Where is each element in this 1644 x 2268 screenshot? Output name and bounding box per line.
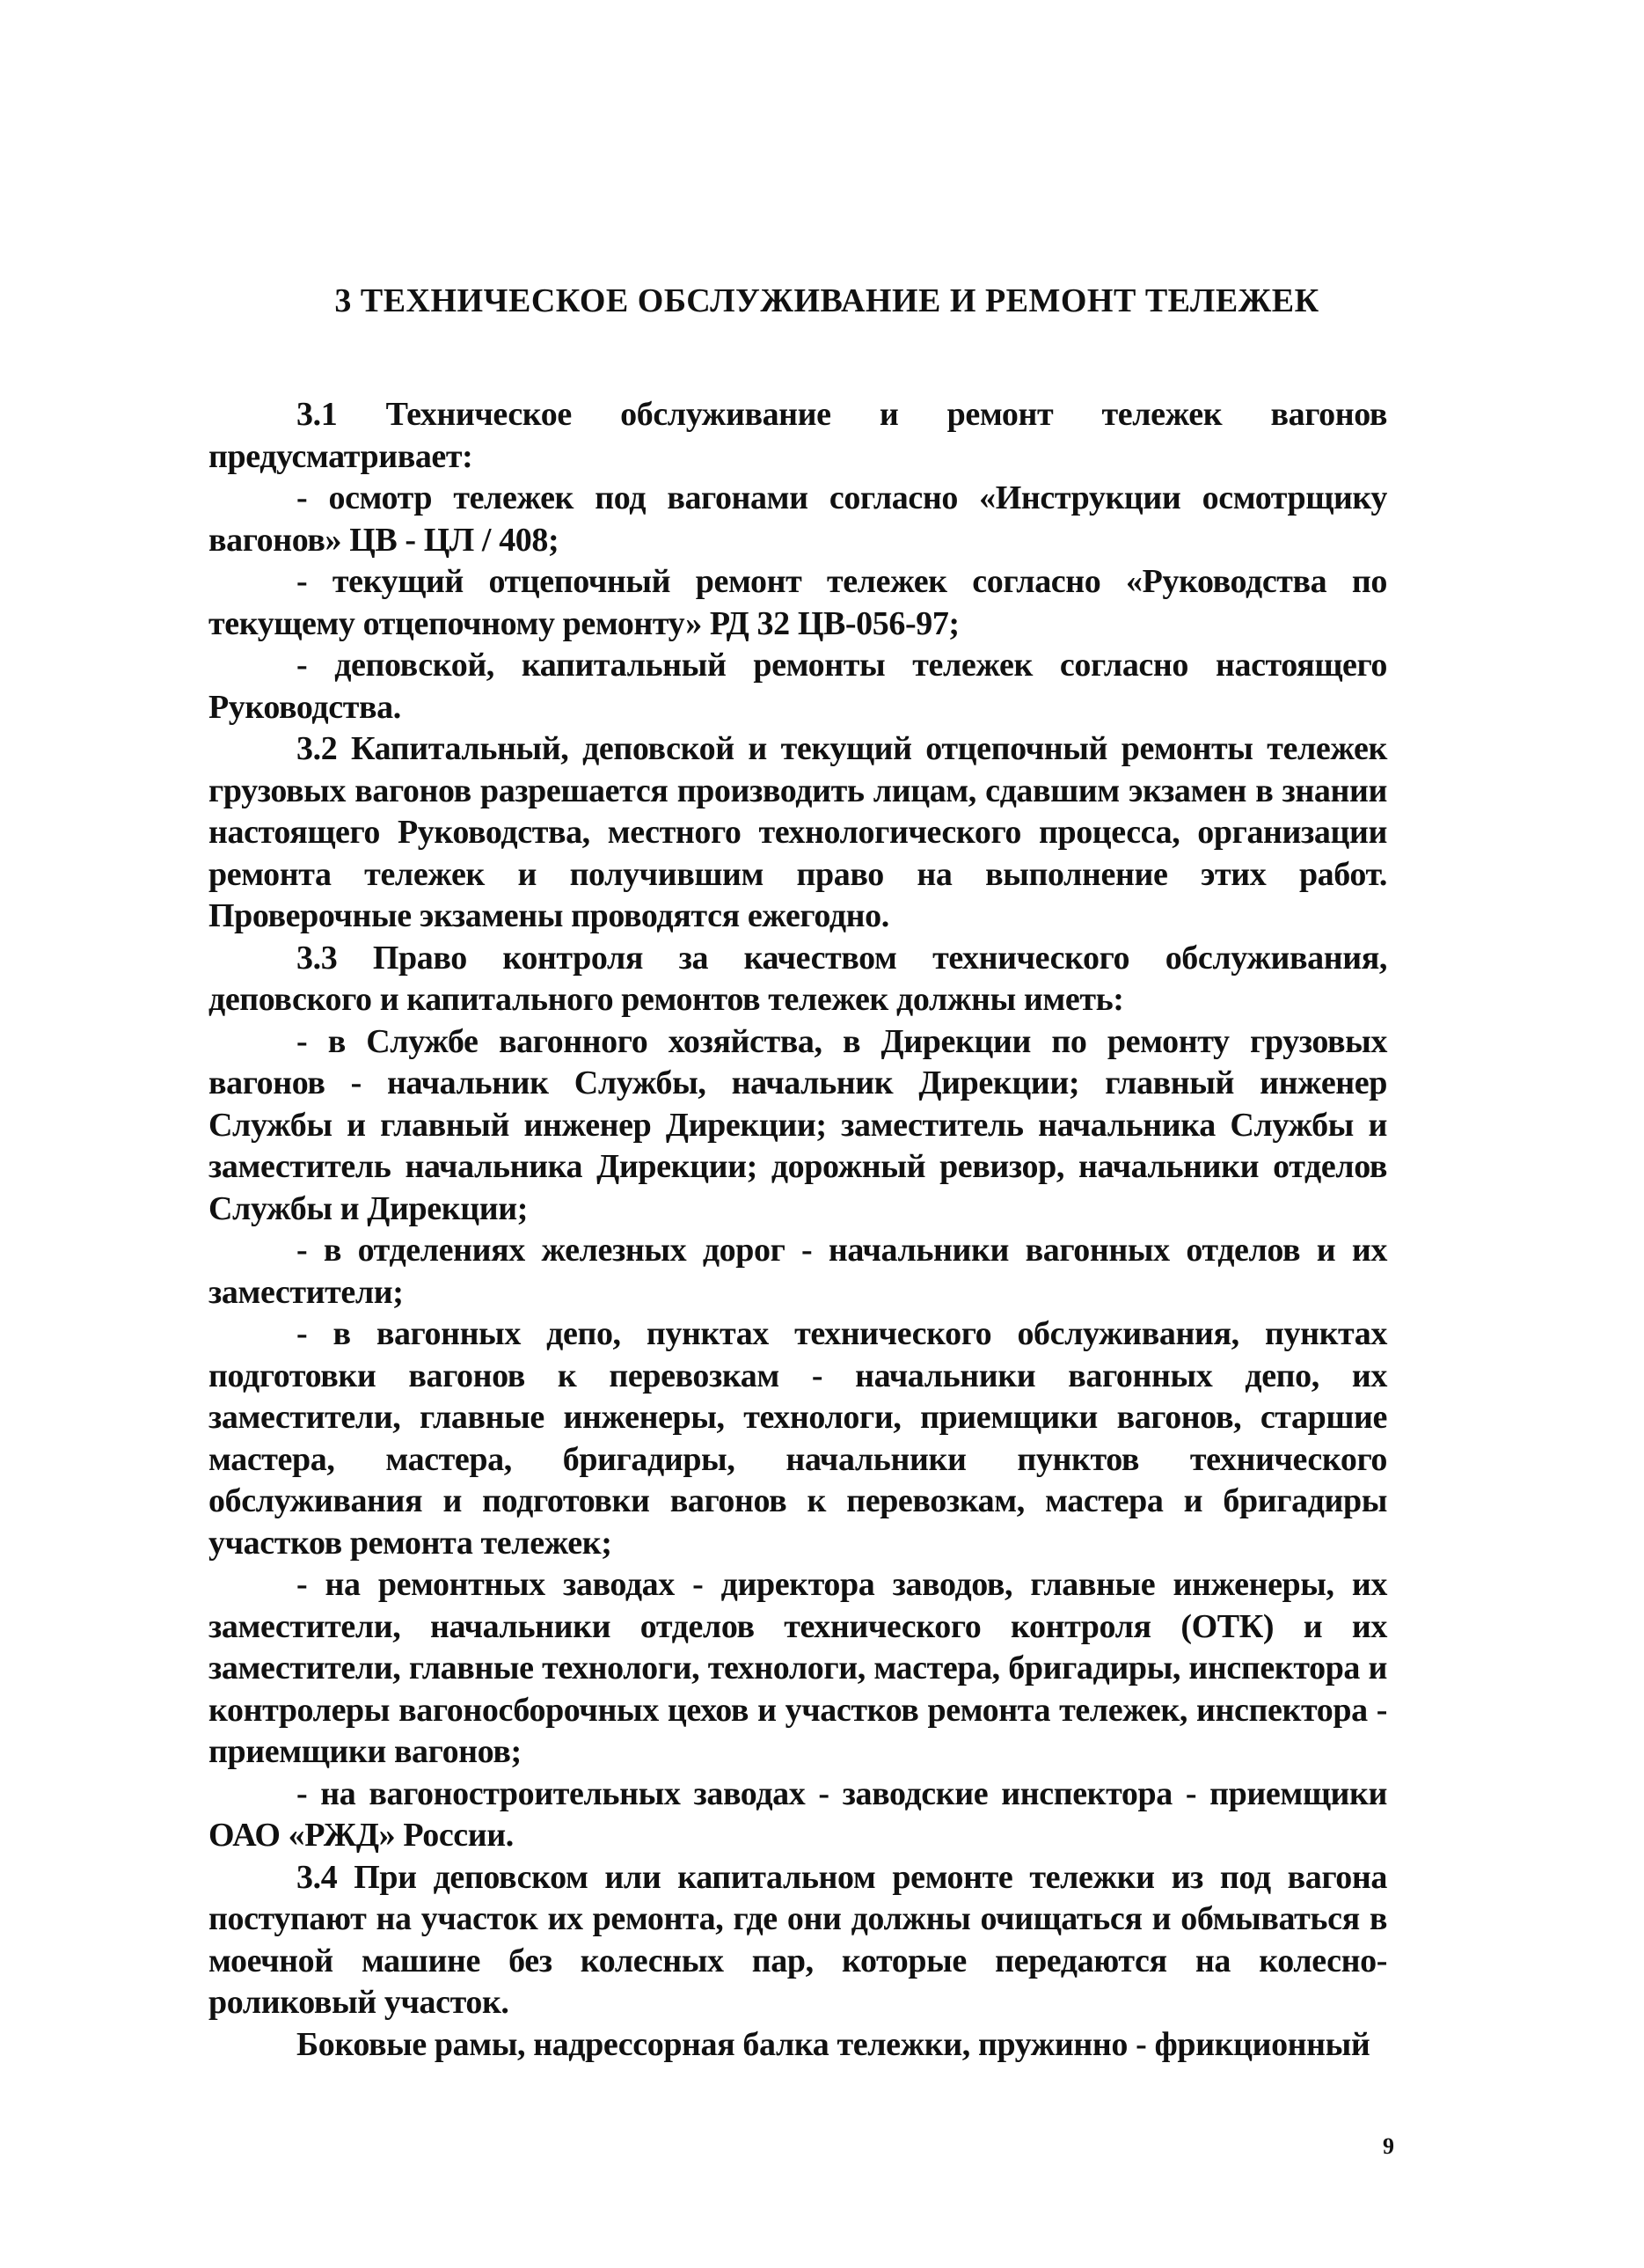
- paragraph-3-4: 3.4 При деповском или капитальном ремонте тележки из под вагона поступают на участок их ремонта, где они должны очищаться и обмываться в моечной машине без колесных пар, которые передаются на колесно-роликовый участок.: [208, 1858, 1387, 2021]
- paragraph-side-frames: Боковые рамы, надрессорная балка тележки, пружинно - фрикционный: [296, 2025, 1370, 2063]
- list-item-service-directorate: - в Службе вагонного хозяйства, в Дирекции по ремонту грузовых вагонов - начальник Службы, начальник Дирекции; главный инженер Службы и главный инженер Дирекции; заместитель начальника Службы и заместитель начальника Дирекции; дорожный ревизор, начальники отделов Службы и Дирекции;: [208, 1022, 1387, 1227]
- list-item-inspection: - осмотр тележек под вагонами согласно «Инструкции осмотрщику вагонов» ЦВ - ЦЛ / 408;: [208, 479, 1387, 559]
- body-text: [208, 394, 1387, 2066]
- list-item-wagon-depots: - в вагонных депо, пунктах технического обслуживания, пунктах подготовки вагонов к перевозкам - начальники вагонных депо, их заместители, главные инженеры, технологи, приемщики вагонов, старшие мастера, мастера, бригадиры, начальники пунктов технического обслуживания и подготовки вагонов к перевозкам, мастера и бригадиры участков ремонта тележек;: [208, 1315, 1387, 1562]
- list-item-repair-plants: - на ремонтных заводах - директора заводов, главные инженеры, их заместители, начальники отделов технического контроля (ОТК) и их заместители, главные технологи, технологи, мастера, бригадиры, инспектора и контролеры вагоносборочных цехов и участков ремонта тележек, инспектора - приемщики вагонов;: [208, 1566, 1387, 1770]
- paragraph-3-1: 3.1 Техническое обслуживание и ремонт тележек вагонов предусматривает:: [208, 396, 1387, 475]
- page-number: 9: [1383, 2133, 1394, 2159]
- section-heading: 3 ТЕХНИЧЕСКОЕ ОБСЛУЖИВАНИЕ И РЕМОНТ ТЕЛЕЖЕК: [334, 282, 1319, 319]
- list-item-wagon-building-plants: - на вагоностроительных заводах - заводские инспектора - приемщики ОАО «РЖД» России.: [208, 1774, 1387, 1854]
- paragraph-3-3: 3.3 Право контроля за качеством технического обслуживания, деповского и капитального ремонтов тележек должны иметь:: [208, 939, 1387, 1018]
- list-item-railway-divisions: - в отделениях железных дорог - начальники вагонных отделов и их заместители;: [208, 1232, 1387, 1311]
- list-item-depot-capital-repair: - деповской, капитальный ремонты тележек согласно настоящего Руководства.: [208, 647, 1387, 726]
- paragraph-3-2: 3.2 Капитальный, деповской и текущий отцепочный ремонты тележек грузовых вагонов разрешается производить лицам, сдавшим экзамен в знании настоящего Руководства, местного технологического процесса, организации ремонта тележек и получившим право на выполнение этих работ. Проверочные экзамены проводятся ежегодно.: [208, 730, 1387, 934]
- list-item-current-repair: - текущий отцепочный ремонт тележек согласно «Руководства по текущему отцепочному ремонту» РД 32 ЦВ-056-97;: [208, 563, 1387, 642]
